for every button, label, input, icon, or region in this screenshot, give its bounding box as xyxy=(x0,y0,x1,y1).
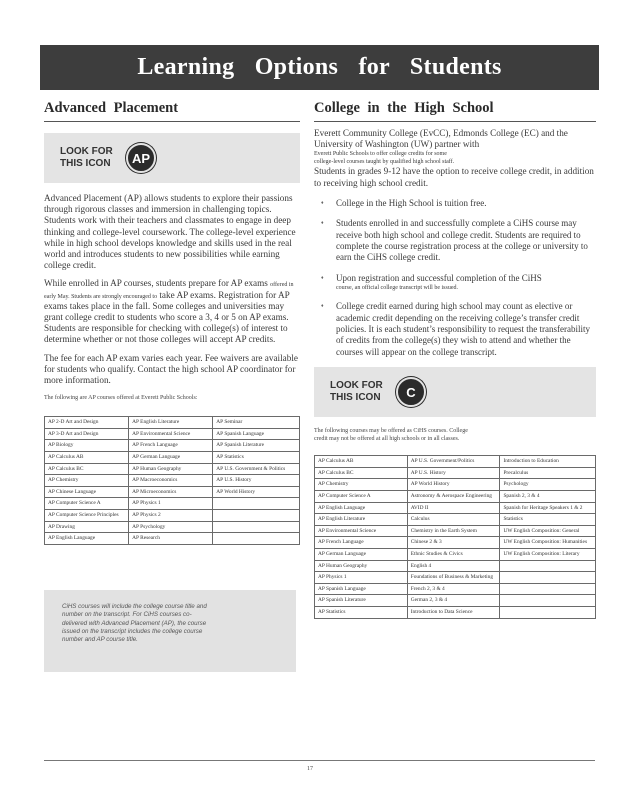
table-cell: AP Psychology xyxy=(129,521,213,533)
ap-paragraph-2-lead: While enrolled in AP courses, students prepare for AP exams xyxy=(44,278,268,289)
table-cell: AP Calculus BC xyxy=(315,467,408,479)
table-row xyxy=(45,486,300,498)
table-cell: French 2, 3 & 4 xyxy=(407,583,500,595)
ap-table-intro: The following are AP courses offered at Everett Public Schools: xyxy=(44,395,198,402)
cihs-transcript-note-text: CiHS courses will include the college course title and number on the transcript. For CiHS courses co-delivered with Advanced Placement (AP), the course issued on the transcript includes the college course number and AP course title. xyxy=(62,603,207,644)
table-cell: German 2, 3 & 4 xyxy=(407,595,500,607)
table-cell: Introduction to Education xyxy=(500,456,596,468)
table-cell: AP German Language xyxy=(315,549,408,561)
cihs-bullet xyxy=(314,273,596,292)
page-number: 17 xyxy=(307,766,313,772)
cihs-table-intro-1: The following courses may be offered as CiHS courses. College xyxy=(314,428,468,435)
table-cell: AP English Language xyxy=(315,502,408,514)
table-cell: Astronomy & Aerospace Engineering xyxy=(407,491,500,503)
table-row xyxy=(315,502,596,514)
cihs-table-intro xyxy=(314,427,596,443)
table-cell: Chinese 2 & 3 xyxy=(407,537,500,549)
cihs-courses-table xyxy=(314,455,596,618)
table-cell xyxy=(500,595,596,607)
table-row xyxy=(45,428,300,440)
table-cell: AP World History xyxy=(213,486,300,498)
table-row xyxy=(45,510,300,522)
table-cell: AP World History xyxy=(407,479,500,491)
table-row xyxy=(315,560,596,572)
cihs-bullet-3-lead: Upon registration and successful completion of the CiHS xyxy=(336,272,542,283)
cihs-look-for-label: LOOK FOR THIS ICON xyxy=(330,380,383,404)
table-cell: AP U.S. Government/Politics xyxy=(407,456,500,468)
table-cell: AP Drawing xyxy=(45,521,129,533)
table-cell: AP Calculus AB xyxy=(45,452,129,464)
table-row xyxy=(315,537,596,549)
table-cell: Chemistry in the Earth System xyxy=(407,525,500,537)
table-cell: AP Calculus BC xyxy=(45,463,129,475)
table-cell: AP 2-D Art and Design xyxy=(45,417,129,429)
cihs-intro-lead: Everett Community College (EvCC), Edmonds College (EC) and the University of Washington (UW) partner with xyxy=(314,128,568,150)
table-row xyxy=(45,533,300,545)
table-cell: AP Spanish Language xyxy=(213,428,300,440)
table-cell: UW English Composition: Humanities xyxy=(500,537,596,549)
cihs-bullet-3-small: course, an official college transcript will be issued. xyxy=(336,285,459,292)
table-cell: AP Human Geography xyxy=(315,560,408,572)
table-cell: AP Statistics xyxy=(213,452,300,464)
table-row xyxy=(315,491,596,503)
table-cell: Calculus xyxy=(407,514,500,526)
table-cell: AP Computer Science A xyxy=(45,498,129,510)
table-cell: AP Macroeconomics xyxy=(129,475,213,487)
table-row xyxy=(45,521,300,533)
cihs-table-intro-2: credit may not be offered at all high schools or in all classes. xyxy=(314,436,460,443)
table-cell xyxy=(500,572,596,584)
cihs-intro xyxy=(314,128,596,189)
table-row xyxy=(45,475,300,487)
table-cell: AP Calculus AB xyxy=(315,456,408,468)
table-row xyxy=(315,456,596,468)
table-cell: Spanish 2, 3 & 4 xyxy=(500,491,596,503)
table-cell: AP English Literature xyxy=(129,417,213,429)
table-cell: AP Physics 2 xyxy=(129,510,213,522)
cihs-column xyxy=(314,100,596,619)
table-row xyxy=(315,467,596,479)
table-cell xyxy=(500,583,596,595)
cihs-bullet: ♦ College credit earned during high school may count as elective or academic credit depending on the receiving college’s transfer credit policies. It is each student’s responsibility to request the transferability of credits from the college(s) they wish to attend and whether the courses will appear on the college transcript. xyxy=(314,301,596,358)
table-row xyxy=(315,525,596,537)
table-cell: UW English Composition: Literary xyxy=(500,549,596,561)
table-row xyxy=(315,583,596,595)
ap-paragraph-2-small: offered in early May. Students are strongly encouraged to xyxy=(44,282,294,300)
ap-paragraph-3: The fee for each AP exam varies each year. Fee waivers are available for students who qualify. Contact the high school AP coordinator for more information. xyxy=(44,352,298,386)
table-cell xyxy=(213,521,300,533)
cihs-look-for-box xyxy=(314,367,596,417)
cihs-intro-small-1: Everett Public Schools to offer college credits for some xyxy=(314,151,447,158)
table-cell xyxy=(213,510,300,522)
table-row xyxy=(315,595,596,607)
ap-look-for-label: LOOK FOR THIS ICON xyxy=(60,146,113,169)
table-row xyxy=(315,607,596,619)
ap-paragraph-1: Advanced Placement (AP) allows students to explore their passions through rigorous classes and immersion in challenging topics. Students work with their teachers and classmates to engage in deep thinking and college-level coursework. The college-level experience while in high school develops knowledge and skills used in the real world and introduces students to new possibilities while earning college credit. xyxy=(44,193,296,271)
table-cell: AP U.S. History xyxy=(407,467,500,479)
table-row xyxy=(45,452,300,464)
table-cell: UW English Composition: General xyxy=(500,525,596,537)
table-cell: AP Spanish Language xyxy=(315,583,408,595)
ap-paragraph-2 xyxy=(44,278,300,345)
table-cell: AP Microeconomics xyxy=(129,486,213,498)
table-cell: AP Chinese Language xyxy=(45,486,129,498)
footer-divider xyxy=(44,760,595,761)
table-row xyxy=(315,549,596,561)
table-cell: AP 3-D Art and Design xyxy=(45,428,129,440)
table-cell: AP Environmental Science xyxy=(129,428,213,440)
table-cell: Foundations of Business & Marketing xyxy=(407,572,500,584)
table-cell: English 4 xyxy=(407,560,500,572)
table-cell: AP Seminar xyxy=(213,417,300,429)
table-cell: AP Research xyxy=(129,533,213,545)
table-cell xyxy=(213,533,300,545)
table-cell: AP English Literature xyxy=(315,514,408,526)
ap-icon: AP xyxy=(126,143,156,173)
cihs-icon: C xyxy=(396,377,426,407)
table-cell: AP Computer Science Principles xyxy=(45,510,129,522)
table-cell: Precalculus xyxy=(500,467,596,479)
ap-courses-table xyxy=(44,416,300,545)
table-row xyxy=(45,498,300,510)
table-cell xyxy=(500,560,596,572)
table-cell: AP Spanish Literature xyxy=(213,440,300,452)
table-row xyxy=(45,417,300,429)
table-cell xyxy=(500,607,596,619)
page-banner: Learning Options for Students xyxy=(40,45,599,90)
table-cell: AP German Language xyxy=(129,452,213,464)
table-cell: AP English Language xyxy=(45,533,129,545)
table-row xyxy=(315,572,596,584)
cihs-heading: College in the High School xyxy=(314,100,596,122)
table-row xyxy=(315,514,596,526)
ap-column xyxy=(44,100,300,545)
table-cell: Ethnic Studies & Civics xyxy=(407,549,500,561)
table-cell: AP Environmental Science xyxy=(315,525,408,537)
table-row xyxy=(45,440,300,452)
table-cell: AP Physics 1 xyxy=(315,572,408,584)
cihs-bullets xyxy=(314,198,596,358)
table-cell xyxy=(213,498,300,510)
ap-look-for-box xyxy=(44,133,300,183)
table-cell: AP Human Geography xyxy=(129,463,213,475)
table-cell: AVID II xyxy=(407,502,500,514)
table-cell: AP Physics 1 xyxy=(129,498,213,510)
cihs-bullet: ♦ Students enrolled in and successfully complete a CiHS course may receive both high school and college credit. Students are required to complete the course registration process at the college or university to earn the CiHS college credit. xyxy=(314,218,596,264)
table-cell: AP French Language xyxy=(129,440,213,452)
table-cell: AP Chemistry xyxy=(45,475,129,487)
table-cell: Statistics xyxy=(500,514,596,526)
table-cell: AP U.S. Government & Politics xyxy=(213,463,300,475)
table-cell: AP Spanish Literature xyxy=(315,595,408,607)
table-row xyxy=(315,479,596,491)
table-cell: AP French Language xyxy=(315,537,408,549)
table-cell: AP U.S. History xyxy=(213,475,300,487)
cihs-intro-small-2: college-level courses taught by qualified high school staff. xyxy=(314,159,455,166)
table-row xyxy=(45,463,300,475)
table-cell: Spanish for Heritage Speakers 1 & 2 xyxy=(500,502,596,514)
table-cell: Introduction to Data Science xyxy=(407,607,500,619)
table-cell: AP Biology xyxy=(45,440,129,452)
ap-paragraph-2-rest: take AP exams. Registration for AP exams takes place in the fall. Some colleges and universities may grant college credit to students who score a 3, 4 or 5 on AP exams. Students are responsible for checking with college(s) of interest to determine whether or not those colleges will accept AP credits. xyxy=(44,289,290,345)
table-cell: Psychology xyxy=(500,479,596,491)
table-cell: AP Chemistry xyxy=(315,479,408,491)
cihs-intro-rest: Students in grades 9-12 have the option to receive college credit, in addition to receiving high school credit. xyxy=(314,166,594,188)
cihs-transcript-note xyxy=(44,590,296,672)
table-cell: AP Computer Science A xyxy=(315,491,408,503)
cihs-bullet: ♦ College in the High School is tuition free. xyxy=(314,198,596,209)
ap-heading: Advanced Placement xyxy=(44,100,300,122)
table-cell: AP Statistics xyxy=(315,607,408,619)
